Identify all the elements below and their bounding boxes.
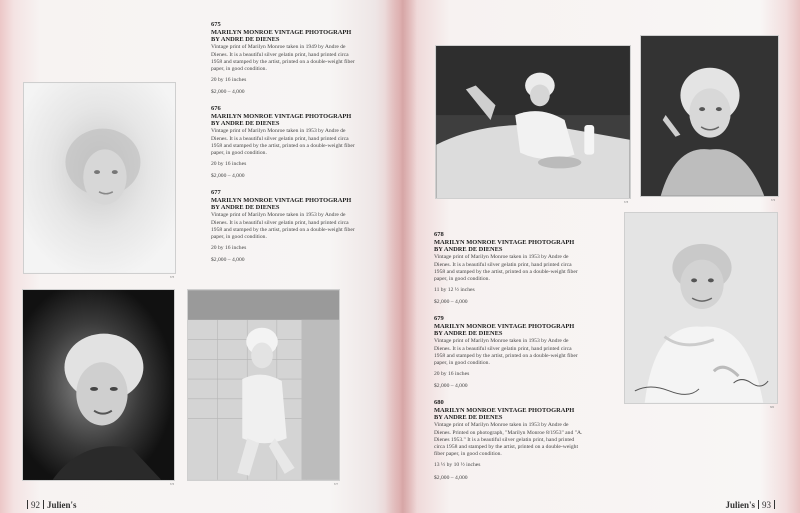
right-page — [400, 0, 800, 513]
lot-size: 20 by 16 inches — [211, 77, 247, 84]
lot-description: Vintage print of Marilyn Monroe taken in 1953 by Andre de Dienes. It is a beautiful silver gelatin print, hand printed circa 1958 and stamped by the artist, printed on a double-weight fiber paper, in good condition. — [211, 128, 355, 157]
photo-678-image — [436, 46, 630, 198]
page-number-right: 93 — [762, 500, 771, 510]
lot-description: Vintage print of Marilyn Monroe taken in 1953 by Andre de Dienes. It is a beautiful silver gelatin print, hand printed circa 1958 and stamped by the artist, printed on a double-weight fiber paper, in good condition. — [434, 338, 578, 367]
photo-679-image — [641, 36, 778, 196]
lot-title: MARILYN MONROE VINTAGE PHOTOGRAPH BY ANDRE DE DIENES — [434, 406, 575, 421]
lot-number: 677 — [211, 189, 221, 196]
lot-title: MARILYN MONROE VINTAGE PHOTOGRAPH BY ANDRE DE DIENES — [211, 28, 352, 43]
photo-676-image — [23, 290, 174, 480]
lot-estimate: $2,000 – 4,000 — [434, 299, 468, 306]
lot-estimate: $2,000 – 4,000 — [211, 257, 245, 264]
lot-estimate: $2,000 – 4,000 — [434, 474, 468, 481]
photo-lot-678 — [435, 45, 631, 199]
lot-description: Vintage print of Marilyn Monroe taken in 1953 by Andre de Dienes. Printed on photograph, "Marilyn Monroe 8/1953" and "A. Dienes 1953." It is a beautiful silver gelatin print, hand printed circa 1958 and stamped by the artist, printed on a double-weight fiber paper, in good condition. — [434, 422, 583, 458]
page-number-left: 92 — [31, 500, 40, 510]
lot-number: 675 — [211, 21, 221, 28]
lot-title: MARILYN MONROE VINTAGE PHOTOGRAPH BY ANDRE DE DIENES — [434, 322, 575, 337]
right-footer — [725, 500, 778, 510]
lot-number: 680 — [434, 399, 444, 406]
photo-675-image — [24, 83, 175, 273]
brand-right: Julien's — [725, 500, 755, 510]
photo-677-image — [188, 290, 339, 480]
caption-676: 676 — [170, 483, 175, 486]
lot-678 — [434, 231, 584, 307]
lot-size: 20 by 16 inches — [211, 245, 247, 252]
lot-title: MARILYN MONROE VINTAGE PHOTOGRAPH BY ANDRE DE DIENES — [434, 238, 575, 253]
lot-size: 11 by 12 ½ inches — [434, 287, 475, 294]
lot-675 — [211, 21, 361, 97]
lot-title: MARILYN MONROE VINTAGE PHOTOGRAPH BY ANDRE DE DIENES — [211, 196, 352, 211]
caption-678: 678 — [624, 201, 629, 204]
lot-estimate: $2,000 – 4,000 — [434, 383, 468, 390]
left-footer — [24, 500, 77, 510]
lot-size: 20 by 16 inches — [434, 371, 470, 378]
photo-lot-679 — [640, 35, 779, 197]
lot-680 — [434, 399, 584, 482]
lot-676 — [211, 105, 361, 181]
lot-title: MARILYN MONROE VINTAGE PHOTOGRAPH BY ANDRE DE DIENES — [211, 112, 352, 127]
caption-675: 675 — [170, 276, 175, 279]
photo-lot-675 — [23, 82, 176, 274]
caption-680: 680 — [770, 406, 775, 409]
book-spine — [385, 0, 417, 513]
lot-description: Vintage print of Marilyn Monroe taken in 1949 by Andre de Dienes. It is a beautiful silver gelatin print, hand printed circa 1958 and stamped by the artist, printed on a double-weight fiber paper, in good condition. — [211, 44, 355, 73]
lot-estimate: $2,000 – 4,000 — [211, 89, 245, 96]
photo-680-image — [625, 213, 777, 403]
lot-679 — [434, 315, 584, 391]
photo-lot-680 — [624, 212, 778, 404]
lot-number: 678 — [434, 231, 444, 238]
lot-size: 13 ½ by 10 ½ inches — [434, 462, 481, 469]
lot-estimate: $2,000 – 4,000 — [211, 173, 245, 180]
lot-number: 679 — [434, 315, 444, 322]
lot-size: 20 by 16 inches — [211, 161, 247, 168]
lot-number: 676 — [211, 105, 221, 112]
photo-lot-676 — [22, 289, 175, 481]
photo-lot-677 — [187, 289, 340, 481]
caption-677: 677 — [334, 483, 339, 486]
caption-679: 679 — [771, 199, 776, 202]
brand-left: Julien's — [47, 500, 77, 510]
lot-677 — [211, 189, 361, 265]
lot-description: Vintage print of Marilyn Monroe taken in 1953 by Andre de Dienes. It is a beautiful silver gelatin print, hand printed circa 1958 and stamped by the artist, printed on a double-weight fiber paper, in good condition. — [434, 254, 578, 283]
lot-description: Vintage print of Marilyn Monroe taken in 1953 by Andre de Dienes. It is a beautiful silver gelatin print, hand printed circa 1958 and stamped by the artist, printed on a double-weight fiber paper, in good condition. — [211, 212, 355, 241]
